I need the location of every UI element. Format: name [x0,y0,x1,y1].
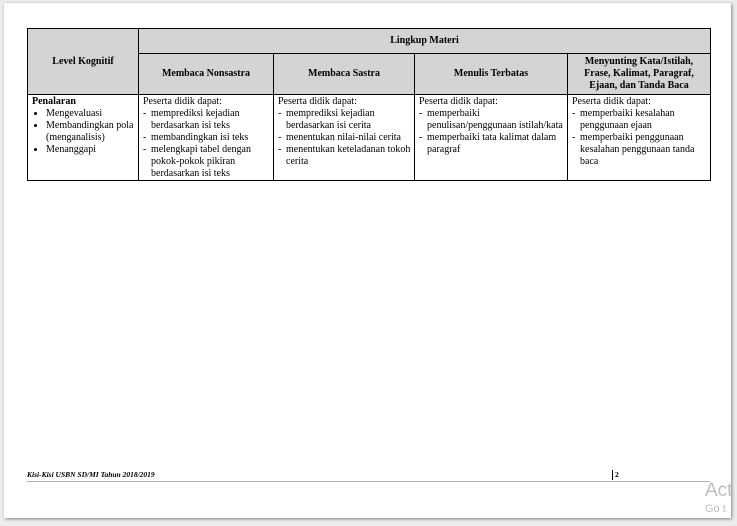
list-item: - melengkapi tabel dengan pokok-pokok pikiran berdasarkan isi teks [143,144,270,180]
footer-divider [27,481,710,482]
level-list [32,108,135,156]
table-row [28,95,711,181]
list-item: - menentukan keteladanan tokoh cerita [278,144,411,168]
header-menyunting: Menyunting Kata/Istilah, Frase, Kalimat, Paragraf, Ejaan, dan Tanda Baca [568,54,711,95]
list-item: - memperbaiki tata kalimat dalam paragraf [419,132,564,156]
cell-menyunting [568,95,711,181]
cell-menulis-terbatas [415,95,568,181]
list-item: - membandingkan isi teks [143,132,270,144]
cell-membaca-nonsastra [139,95,274,181]
header-menulis-terbatas: Menulis Terbatas [415,54,568,95]
header-membaca-nonsastra: Membaca Nonsastra [139,54,274,95]
header-membaca-sastra: Membaca Sastra [274,54,415,95]
level-title: Penalaran [32,96,76,107]
document-page [4,3,731,518]
cell-lead: Peserta didik dapat: [572,96,651,107]
list-item: • Membandingkan pola (menganalisis) [46,120,135,144]
list-item: - memprediksi kejadian berdasarkan isi teks [143,108,270,132]
indicator-list [572,108,707,168]
list-item: - memperbaiki penulisan/penggunaan istilah/kata [419,108,564,132]
cell-lead: Peserta didik dapat: [419,96,498,107]
list-item: - memperbaiki kesalahan penggunaan ejaan [572,108,707,132]
footer-title: Kisi-Kisi USBN SD/MI Tahun 2018/2019 [27,470,155,479]
kisi-kisi-table [27,28,711,181]
indicator-list [278,108,411,168]
cell-lead: Peserta didik dapat: [278,96,357,107]
watermark-line1: Act [705,480,733,501]
header-lingkup-materi: Lingkup Materi [139,29,711,54]
cell-membaca-sastra [274,95,415,181]
indicator-list [143,108,270,180]
list-item: • Menanggapi [46,144,135,156]
activation-watermark [705,480,732,516]
indicator-list [419,108,564,156]
cell-lead: Peserta didik dapat: [143,96,222,107]
page-number: 2 [612,470,619,480]
header-level-kognitif: Level Kognitif [28,29,139,95]
list-item: • Mengevaluasi [46,108,135,120]
list-item: - menentukan nilai-nilai cerita [278,132,411,144]
list-item: - memprediksi kejadian berdasarkan isi cerita [278,108,411,132]
watermark-line2: Go t [705,503,726,515]
level-cell [28,95,139,181]
list-item: - memperbaiki penggunaan kesalahan penggunaan tanda baca [572,132,707,168]
